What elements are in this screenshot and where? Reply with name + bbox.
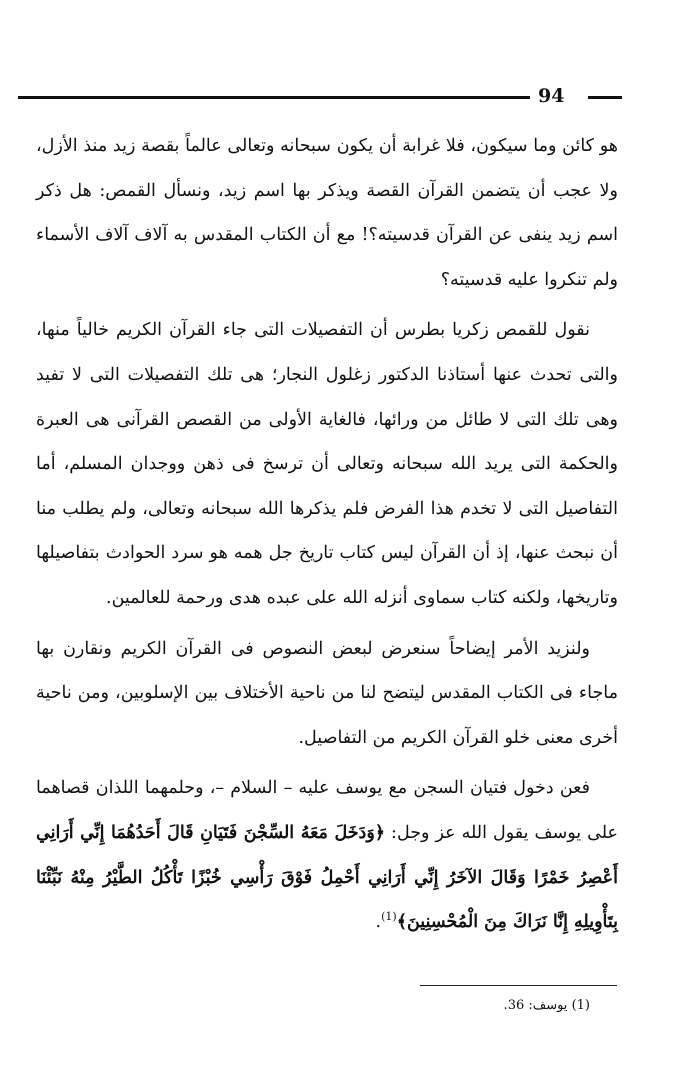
- page-number: 94: [538, 85, 565, 107]
- paragraph: [36, 124, 618, 302]
- footnote-separator: [420, 985, 617, 986]
- header-rule-short: [588, 96, 622, 99]
- paragraph-text: .: [375, 912, 382, 933]
- paragraph: [36, 766, 618, 944]
- quran-verse: ﴿وَدَخَلَ مَعَهُ السِّجْنَ فَتَيَانِ قَالَ أَحَدُهُمَا إِنِّي أَرَانِي أَعْصِرُ خَمْرًا وَقَالَ الآخَرُ إِنِّي أَرَانِي أَحْمِلُ فَوْقَ رَأْسِي خُبْزًا تَأْكُلُ الطَّيْرُ مِنْهُ نَبِّئْنَا بِتَأْوِيلِهِ إِنَّا نَرَاكَ مِنَ الْمُحْسِنِينَ﴾: [36, 822, 618, 933]
- page-header: [18, 84, 608, 110]
- paragraph-text: فعن دخول فتيان السجن مع يوسف عليه – السلام –، وحلمهما اللذان قصاهما على يوسف يقول الله عز وجل:: [36, 778, 618, 843]
- body-text: [36, 124, 618, 951]
- paragraph-text: ولنزيد الأمر إيضاحاً سنعرض لبعض النصوص فى القرآن الكريم ونقارن بها ماجاء فى الكتاب المقدس ليتضح لنا من ناحية الأختلاف بين الإسلوبين، ومن ناحية أخرى معنى خلو القرآن الكريم من التفاصيل.: [36, 638, 618, 748]
- footnote: (1) يوسف: 36.: [503, 998, 590, 1013]
- paragraph-text: هو كائن وما سيكون، فلا غرابة أن يكون سبحانه وتعالى عالماً بقصة زيد منذ الأزل، ولا عجب أن يتضمن القرآن القصة ويذكر بها اسم زيد، ونسأل القمص: هل ذكر اسم زيد ينفى عن القرآن قدسيته؟! مع أن الكتاب المقدس به آلاف آلاف الأسماء ولم تنكروا عليه قدسيته؟: [36, 136, 618, 290]
- header-rule: [18, 96, 530, 99]
- paragraph: [36, 627, 618, 761]
- paragraph-text: نقول للقمص زكريا بطرس أن التفصيلات التى جاء القرآن الكريم خالياً منها، والتى تحدث عنها أستاذنا الدكتور زغلول النجار؛ هى تلك التفصيلات التى لا تفيد وهى تلك التى لا طائل من ورائها، فالغاية الأولى من القصص القرآنى هى العبرة والحكمة التى يريد الله سبحانه وتعالى أن ترسخ فى ذهن ووجدان المسلم، أما التفاصيل التى لا تخدم هذا الفرض فلم يذكرها الله سبحانه وتعالى، ولم يطلب منا أن نبحث عنها، إذ أن القرآن ليس كتاب تاريخ جل همه هو سرد الحوادث بتفاصيلها وتاريخها، ولكنه كتاب سماوى أنزله الله على عبده هدى ورحمة للعالمين.: [36, 320, 618, 608]
- paragraph: [36, 308, 618, 620]
- footnote-reference: (1): [381, 910, 397, 924]
